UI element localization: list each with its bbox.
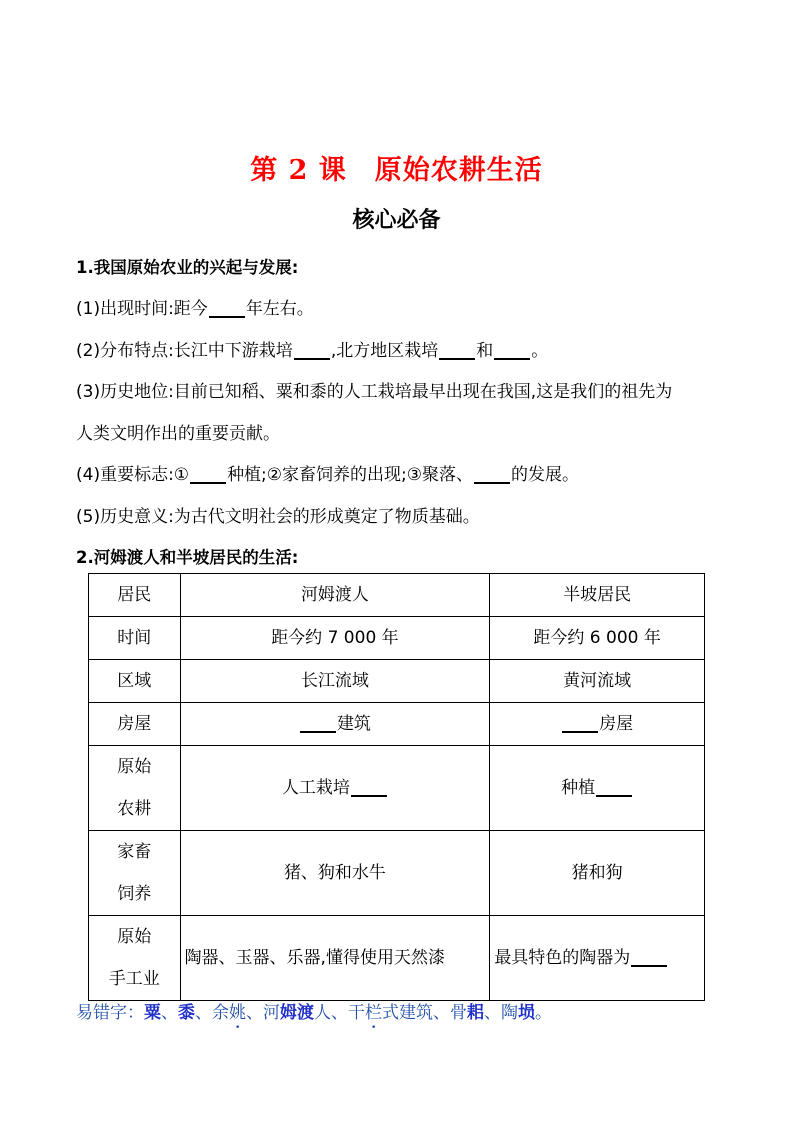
table-cell	[490, 703, 705, 746]
easy-wrong-label: 易错字：	[76, 1003, 144, 1023]
cell-text: 原始	[117, 757, 152, 777]
separator-text: 、陶	[484, 1003, 518, 1023]
lesson-number: 第 2 课	[250, 155, 347, 186]
section1-line1	[76, 294, 314, 319]
separator-text: 、河	[246, 1003, 280, 1023]
line-text: 的发展。	[511, 465, 579, 485]
cell-text: 家畜	[117, 842, 152, 862]
table-cell: 河姆渡人	[180, 574, 490, 617]
table-row	[89, 703, 705, 746]
line-text: 种植;②家畜饲养的出现;③聚落、	[227, 465, 473, 485]
cell-text: 农耕	[117, 799, 152, 819]
highlight-char: 姆	[280, 1003, 297, 1023]
cell-text: 建筑	[336, 714, 371, 734]
table-cell: 黄河流域	[490, 660, 705, 703]
comparison-table	[88, 573, 705, 1001]
table-row	[89, 831, 705, 916]
fill-blank[interactable]	[190, 465, 226, 484]
cell-text: 饲养	[117, 884, 152, 904]
line-text: 和	[476, 341, 494, 361]
highlight-char: 耜	[467, 1003, 484, 1023]
fill-blank[interactable]	[439, 341, 475, 360]
line-text: (2)分布特点:长江中下游栽培	[76, 341, 293, 361]
table-cell: 猪、狗和水牛	[180, 831, 490, 916]
table-cell: 长江流域	[180, 660, 490, 703]
easy-wrong-characters	[76, 998, 552, 1033]
table-cell	[180, 746, 490, 831]
table-cell	[89, 916, 181, 1001]
dotted-char: 栏	[365, 1003, 382, 1023]
cell-text: 房屋	[599, 714, 634, 734]
table-cell: 距今约 7 000 年	[180, 617, 490, 660]
section1-line5: (5)历史意义:为古代文明社会的形成奠定了物质基础。	[76, 507, 480, 527]
fill-blank[interactable]	[474, 465, 510, 484]
section2-heading: 2.河姆渡人和半坡居民的生活:	[76, 548, 299, 567]
cell-text: 原始	[117, 927, 152, 947]
fill-blank[interactable]	[562, 714, 598, 733]
line-text: ,北方地区栽培	[330, 341, 439, 361]
cell-text: 最具特色的陶器为	[494, 948, 631, 968]
separator-text: 。	[535, 1003, 552, 1023]
section1-line2	[76, 336, 548, 361]
section-subtitle: 核心必备	[352, 208, 441, 233]
highlight-char: 埙	[518, 1003, 535, 1023]
table-cell	[89, 746, 181, 831]
separator-text: 人、干	[314, 1003, 365, 1023]
cell-text: 种植	[561, 778, 596, 798]
cell-text: 手工业	[108, 969, 160, 989]
highlight-char: 渡	[297, 1003, 314, 1023]
highlight-char: 黍	[178, 1003, 195, 1023]
table-cell	[180, 703, 490, 746]
fill-blank[interactable]	[209, 299, 245, 318]
separator-text: 式建筑、骨	[382, 1003, 467, 1023]
separator-text: 、	[161, 1003, 178, 1023]
table-cell: 陶器、玉器、乐器,懂得使用天然漆	[180, 916, 490, 1001]
table-cell: 区域	[89, 660, 181, 703]
table-row	[89, 574, 705, 617]
fill-blank[interactable]	[294, 341, 330, 360]
separator-text: 、余	[195, 1003, 229, 1023]
fill-blank[interactable]	[351, 778, 387, 797]
table-row	[89, 746, 705, 831]
line-text: (4)重要标志:①	[76, 465, 190, 485]
section1-heading: 1.我国原始农业的兴起与发展:	[76, 258, 299, 277]
table-cell	[89, 831, 181, 916]
section1-line3a: (3)历史地位:目前已知稻、粟和黍的人工栽培最早出现在我国,这是我们的祖先为	[76, 382, 673, 402]
fill-blank[interactable]	[631, 948, 667, 967]
table-cell: 半坡居民	[490, 574, 705, 617]
fill-blank[interactable]	[300, 714, 336, 733]
table-cell	[490, 916, 705, 1001]
lesson-topic: 原始农耕生活	[374, 155, 543, 186]
highlight-char: 粟	[144, 1003, 161, 1023]
line-text: 年左右。	[245, 299, 314, 319]
table-cell: 猪和狗	[490, 831, 705, 916]
table-row	[89, 660, 705, 703]
table-cell: 时间	[89, 617, 181, 660]
table-cell: 距今约 6 000 年	[490, 617, 705, 660]
line-text: (1)出现时间:距今	[76, 299, 208, 319]
page-title	[0, 148, 793, 187]
table-cell	[490, 746, 705, 831]
fill-blank[interactable]	[596, 778, 632, 797]
section1-line4	[76, 460, 579, 485]
table-row	[89, 916, 705, 1001]
dotted-char: 姚	[229, 1003, 246, 1023]
fill-blank[interactable]	[494, 341, 530, 360]
section1-line3b: 人类文明作出的重要贡献。	[76, 424, 280, 444]
line-text: 。	[531, 341, 549, 361]
table-cell: 居民	[89, 574, 181, 617]
table-cell: 房屋	[89, 703, 181, 746]
cell-text: 人工栽培	[281, 778, 350, 798]
table-row	[89, 617, 705, 660]
